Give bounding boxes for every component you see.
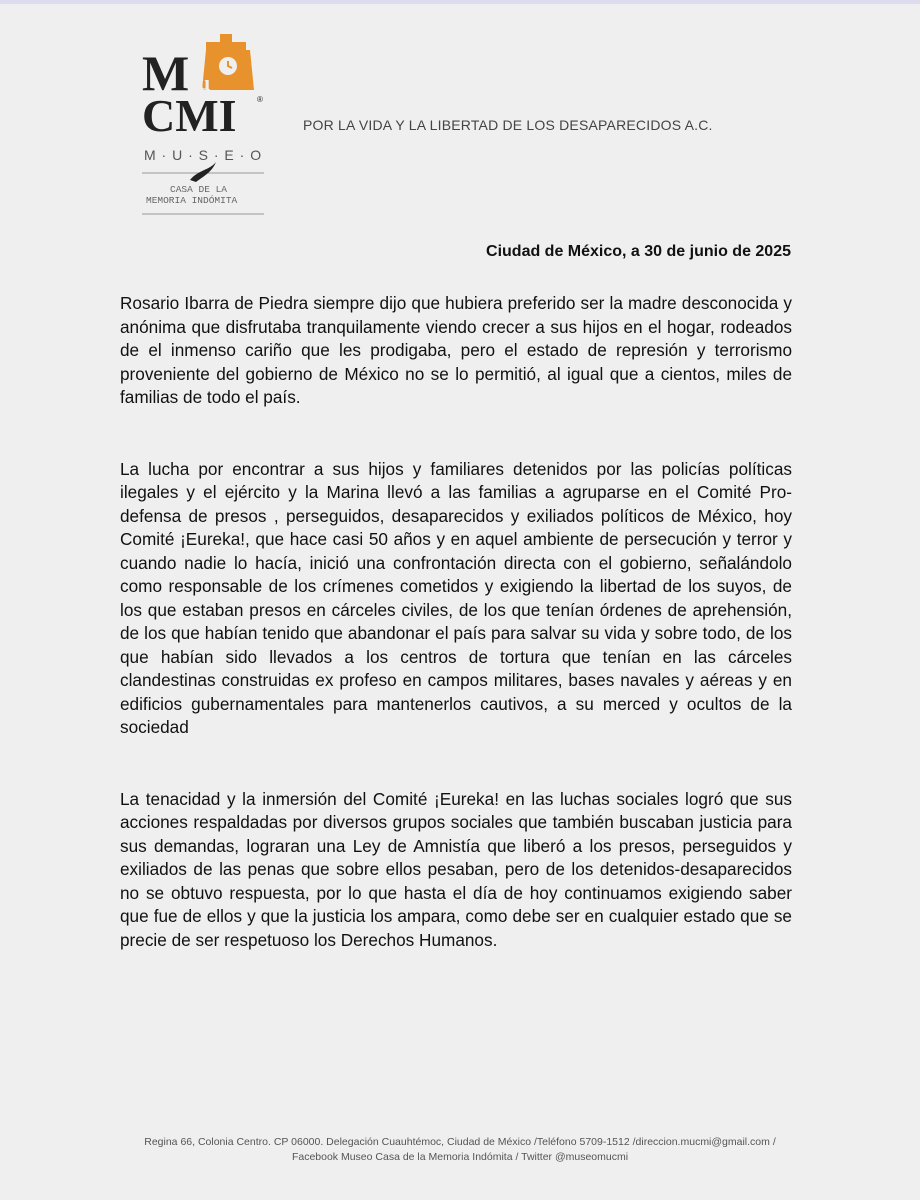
organization-name: POR LA VIDA Y LA LIBERTAD DE LOS DESAPARECIDOS A.C. (303, 117, 713, 133)
logo-registered: ® (257, 95, 263, 104)
paragraph-3: La tenacidad y la inmersión del Comité ¡Eureka! en las luchas sociales logró que sus acciones respaldadas por diversos grupos sociales que también buscaban justicia para sus demandas, lograran una Ley de Amnistía que liberó a los presos, perseguidos y exiliados de las penas que sobre ellos pesaban, pero de los detenidos-desaparecidos no se obtuvo respuesta, por lo que hasta el día de hoy continuamos exigiendo saber que fue de ellos y que la justicia los ampara, como debe ser en cualquier estado que se precie de ser respetuoso los Derechos Humanos. (120, 788, 792, 950)
logo-brand: CMI (142, 90, 237, 141)
museum-logo (140, 30, 280, 220)
logo-letter-u: u (198, 70, 211, 95)
footer-address-line: Regina 66, Colonia Centro. CP 06000. Delegación Cuauhtémoc, Ciudad de México /Teléfono 5709-1512 /direccion.mucmi@gmail.com / (144, 1136, 776, 1148)
logo-bird-icon (190, 162, 216, 182)
footer-social-line: Facebook Museo Casa de la Memoria Indómita / Twitter @museomucmi (291, 1151, 629, 1163)
logo-subtitle-1: CASA DE LA (170, 184, 228, 195)
top-strip (0, 0, 920, 4)
logo-subtitle-2: MEMORIA INDÓMITA (146, 195, 238, 206)
paragraph-1: Rosario Ibarra de Piedra siempre dijo que hubiera preferido ser la madre desconocida y anónima que disfrutaba tranquilamente viendo crecer a sus hijos en el hogar, rodeados de el inmenso cariño que les prodigaba, pero el estado de represión y terrorismo proveniente del gobierno de México no se lo permitió, al igual que a cientos, miles de familias de todo el país. (120, 293, 792, 407)
letter-body (120, 292, 792, 952)
footer-contact (100, 1135, 820, 1165)
mucmi-logo-graphic (140, 30, 280, 220)
logo-letter-m: M (142, 45, 190, 101)
paragraph-2: La lucha por encontrar a sus hijos y familiares detenidos por las policías políticas ilegales y el ejército y la Marina llevó a las familias a agruparse en el Comité Pro-defensa de presos , perseguidos, desaparecidos y exiliados políticos de México, hoy Comité ¡Eureka!, que hace casi 50 años y en aquel ambiente de persecución y terror y cuando nadie lo hacía, inició una confrontación directa con el gobierno, señalándolo como responsable de los crímenes cometidos y exigiendo la libertad de los suyos, de los que estaban presos en cárceles civiles, de los que tenían órdenes de aprehensión, de los que habían tenido que abandonar el país para salvar su vida y sobre todo, de los que habían sido llevados a los centros de tortura que tenían en las cárceles clandestinas construidas ex profeso en campos militares, bases navales y aéreas y en edificios gubernamentales para mantenerlos cautivos, a su merced y ocultos de la sociedad (120, 458, 792, 737)
logo-museo: M · U · S · E · O (144, 147, 263, 163)
letter-date: Ciudad de México, a 30 de junio de 2025 (486, 243, 791, 260)
